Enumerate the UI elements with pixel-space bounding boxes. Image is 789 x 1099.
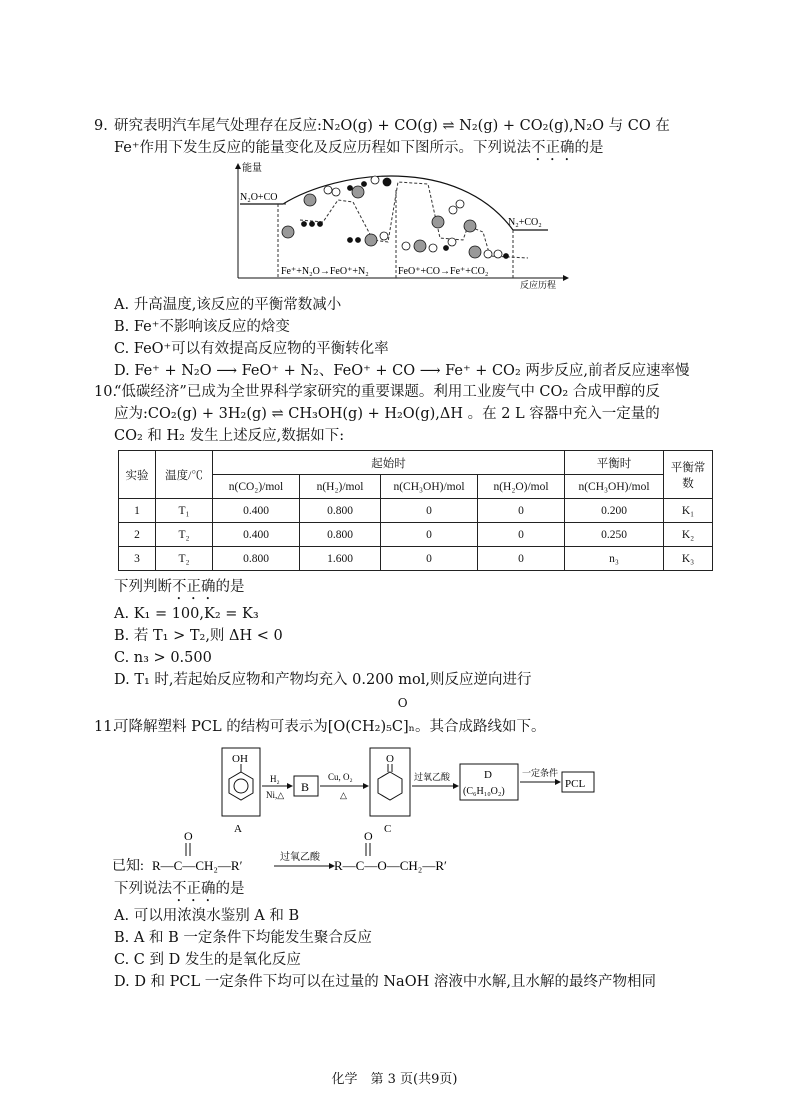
cell: n₃: [565, 547, 664, 571]
emphasis-text: 不正确: [531, 140, 575, 156]
label-d: D: [484, 769, 492, 781]
cell: 2: [119, 523, 156, 547]
cell: 0: [478, 523, 565, 547]
cell: 0: [381, 499, 478, 523]
option-d: D. Fe⁺ + N₂O ⟶ FeO⁺ + N₂、FeO⁺ + CO ⟶ Fe⁺ + CO₂ 两步反应,前者反应速率慢: [114, 363, 690, 379]
label-b: B: [301, 780, 310, 794]
carbonyl-o: O: [397, 696, 408, 710]
label-a: A: [234, 823, 242, 835]
cell: 0: [381, 547, 478, 571]
option-d: D. D 和 PCL 一定条件下均可以在过量的 NaOH 溶液中水解,且水解的最终产物相同: [114, 974, 656, 990]
start-label: N₂O+CO: [240, 192, 278, 203]
data-table: [118, 450, 713, 571]
table-row: [119, 523, 713, 547]
question-text: 可降解塑料 PCL 的结构可表示为: [114, 719, 328, 735]
option-b: B. 若 T₁ > T₂,则 ΔH < 0: [114, 628, 283, 644]
question-text: 的是: [215, 881, 245, 897]
cell: 0.400: [213, 523, 300, 547]
cell: T₂: [156, 523, 213, 547]
option-a: A. K₁ = 100,K₂ = K₃: [114, 606, 259, 622]
q10-options: [94, 576, 699, 691]
cell: 0.800: [300, 499, 381, 523]
q9-options: [94, 294, 699, 382]
question-number: 11.: [94, 719, 118, 735]
emphasis-text: 不正确: [172, 579, 216, 595]
pcl-formula: [327, 696, 415, 738]
question-9: [94, 115, 699, 164]
reagent-condition: 一定条件: [522, 768, 559, 778]
cell: K₂: [664, 523, 713, 547]
cell: T₁: [156, 499, 213, 523]
question-text: 。其合成路线如下。: [414, 719, 546, 735]
th-exp: 实验: [119, 451, 156, 499]
x-axis-label: 反应历程: [520, 280, 557, 290]
benzene-ring: [229, 772, 253, 800]
q11-options: [94, 878, 699, 993]
cell: 0.200: [565, 499, 664, 523]
cyclohexane-ring: [378, 772, 402, 800]
cell: 0.800: [300, 523, 381, 547]
cell: K₃: [664, 547, 713, 571]
th-k: 平衡常数: [664, 451, 713, 499]
th-sub: n(CH₃OH)/mol: [381, 475, 478, 499]
reagent-h2: H₂: [270, 774, 280, 784]
cell: 0.400: [213, 499, 300, 523]
page-footer: 化学 第 3 页(共9页): [331, 1072, 458, 1087]
th-sub: n(CH₃OH)/mol: [565, 475, 664, 499]
question-text: 下列说法: [114, 881, 172, 897]
step2-label: FeO⁺+CO→Fe⁺+CO₂: [398, 266, 489, 277]
th-sub: n(H₂O)/mol: [478, 475, 565, 499]
known-reagent: 过氧乙酸: [280, 852, 320, 863]
cell: 3: [119, 547, 156, 571]
option-b: B. Fe⁺不影响该反应的焓变: [114, 319, 290, 335]
option-a: A. 可以用浓溴水鉴别 A 和 B: [114, 908, 300, 924]
question-text: “低碳经济”已成为全世界科学家研究的重要课题。利用工业废气中 CO₂ 合成甲醇的反: [114, 384, 660, 400]
energy-diagram: [228, 160, 573, 290]
cell: 0.250: [565, 523, 664, 547]
th-start: 起始时: [213, 451, 565, 475]
question-number: 10.: [94, 384, 118, 400]
question-number: 9.: [94, 118, 108, 134]
table-row: [119, 547, 713, 571]
emphasis-text: 不正确: [172, 881, 216, 897]
option-c: C. n₃ > 0.500: [114, 650, 212, 666]
question-text: 的是: [574, 140, 604, 156]
oh-label: OH: [232, 753, 248, 765]
question-text: 的是: [215, 579, 245, 595]
cell: 0.800: [213, 547, 300, 571]
question-10: [94, 381, 699, 447]
reagent-cu: Cu, O₂: [328, 772, 353, 782]
option-c: C. C 到 D 发生的是氧化反应: [114, 952, 301, 968]
question-text: Fe⁺作用下发生反应的能量变化及反应历程如下图所示。下列说法: [114, 140, 531, 156]
question-11: [94, 696, 699, 738]
y-axis-label: 能量: [242, 163, 262, 174]
th-eq: 平衡时: [565, 451, 664, 475]
label-pcl: PCL: [565, 778, 586, 790]
cell: 0: [381, 523, 478, 547]
cell: 1.600: [300, 547, 381, 571]
question-text: 应为:CO₂(g) + 3H₂(g) ⇌ CH₃OH(g) + H₂O(g),ΔH 。在 2 L 容器中充入一定量的: [114, 406, 660, 422]
cell: K₁: [664, 499, 713, 523]
reagent-heat: △: [340, 790, 347, 800]
carbonyl-o: O: [364, 829, 373, 843]
carbonyl-o: O: [184, 829, 193, 843]
known-reaction: [112, 828, 532, 878]
cell: 0: [478, 547, 565, 571]
reagent-peracid: 过氧乙酸: [414, 772, 451, 782]
label-c: C: [384, 823, 392, 835]
reagent-ni: Ni,△: [266, 790, 285, 800]
known-reactant: R—C—CH₂—R′: [152, 858, 243, 873]
th-temp: 温度/℃: [156, 451, 213, 499]
cell: 0: [478, 499, 565, 523]
known-product: R—C—O—CH₂—R′: [334, 858, 447, 873]
ketone-o: O: [386, 753, 394, 765]
question-text: CO₂ 和 H₂ 发生上述反应,数据如下:: [114, 428, 345, 444]
option-d: D. T₁ 时,若起始反应物和产物均充入 0.200 mol,则反应逆向进行: [114, 672, 532, 688]
cell: T₂: [156, 547, 213, 571]
synthesis-route: [220, 746, 660, 838]
th-sub: n(H₂)/mol: [300, 475, 381, 499]
option-a: A. 升高温度,该反应的平衡常数减小: [114, 297, 342, 313]
table-row: [119, 499, 713, 523]
th-sub: n(CO₂)/mol: [213, 475, 300, 499]
question-text: 下列判断: [114, 579, 172, 595]
cell: 1: [119, 499, 156, 523]
end-label: N₂+CO₂: [508, 217, 542, 228]
pcl-formula-text: [O(CH₂)₅C]ₙ: [327, 719, 415, 735]
d-formula: (C₆H₁₀O₂): [463, 786, 505, 797]
known-label: 已知:: [112, 859, 144, 874]
option-b: B. A 和 B 一定条件下均能发生聚合反应: [114, 930, 372, 946]
option-c: C. FeO⁺可以有效提高反应物的平衡转化率: [114, 341, 389, 357]
step1-label: Fe⁺+N₂O→FeO⁺+N₂: [281, 266, 369, 277]
question-text: 研究表明汽车尾气处理存在反应:N₂O(g) + CO(g) ⇌ N₂(g) + CO₂(g),N₂O 与 CO 在: [114, 118, 670, 134]
